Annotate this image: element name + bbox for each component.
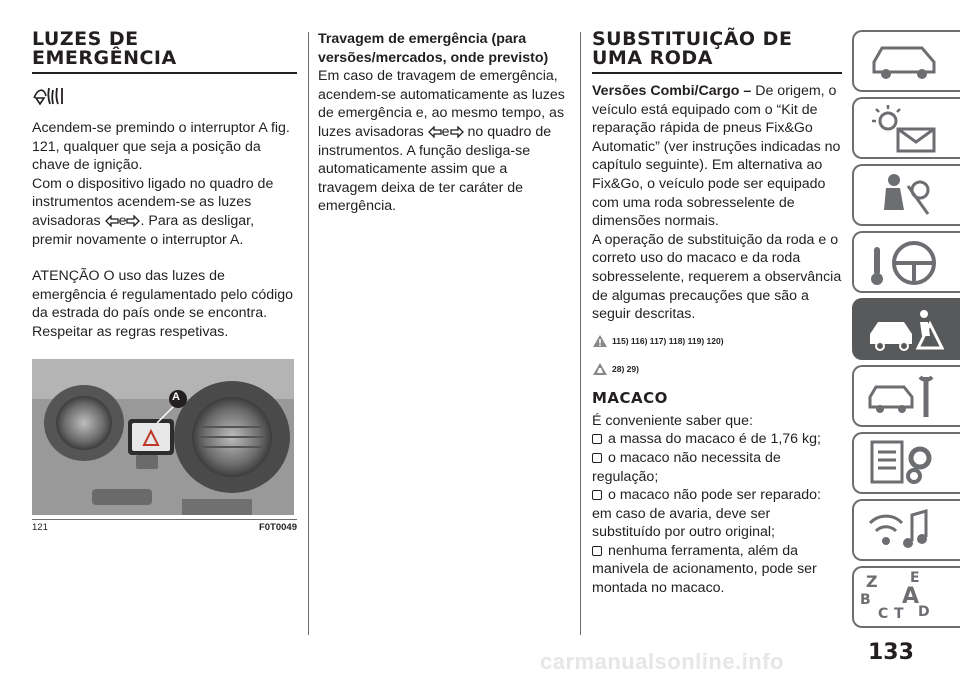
- index-letter: T: [894, 606, 904, 622]
- tab-index[interactable]: [852, 566, 960, 628]
- figure-number: 121: [32, 521, 48, 533]
- figure-code: F0T0049: [258, 521, 297, 533]
- caution-refs: 28) 29): [592, 362, 842, 376]
- caution-hand-icon: [592, 362, 608, 376]
- page-number: 133: [868, 640, 914, 665]
- emergency-icon: [864, 304, 944, 356]
- tab-maintenance[interactable]: [852, 365, 960, 427]
- list-item: o macaco não necessita de regulação;: [592, 449, 781, 485]
- bullet-icon: [592, 434, 602, 444]
- right-column: [592, 30, 842, 598]
- turn-right-arrow-icon: [126, 215, 140, 227]
- warning-refs: 115) 116) 117) 118) 119) 120): [592, 334, 842, 348]
- tab-warning-lights[interactable]: [852, 97, 960, 159]
- car-wrench-icon: [864, 371, 944, 423]
- turn-left-arrow-icon: [105, 215, 119, 227]
- heading-rule: [592, 72, 842, 74]
- paragraph-wheel-intro: Versões Combi/Cargo – De origem, o veículo está equipado com o “Kit de reparação rápida de pneus Fix&Go Automatic” (ver instruções indicadas no capítulo seguinte). Em alternativa ao Fix&Go, o veículo pode ser equipado com uma roda sobresselente de dimensões normais.: [592, 83, 841, 230]
- key-steering-wheel-icon: [864, 237, 944, 289]
- tab-car-overview[interactable]: [852, 30, 960, 92]
- chapter-tabs: [852, 30, 960, 633]
- tab-starting-driving[interactable]: [852, 231, 960, 293]
- paragraph-emergency-braking: Em caso de travagem de emergência, acendem-se automaticamente as luzes de emergência e, ao mesmo tempo, as luzes avisadoras e no quadro de instrumentos. A função desliga-se automaticamente assim que a travagem deixa de ter caráter de emergência.: [318, 68, 565, 215]
- figure-caption: [32, 519, 297, 533]
- list-item: o macaco não pode ser reparado: em caso de avaria, deve ser substituído por outro original;: [592, 487, 821, 541]
- paragraph-wheel-precautions: A operação de substituição da roda e o correto uso do macaco e da roda sobresselente, requerem a observância de algumas precauções que são a seguir descritas.: [592, 231, 842, 323]
- middle-column: [318, 30, 568, 216]
- index-letter: B: [860, 592, 871, 608]
- tab-technical-data[interactable]: [852, 432, 960, 494]
- checklist-gear-icon: [864, 438, 944, 490]
- paragraph-hazard-indicator: Com o dispositivo ligado no quadro de instrumentos acendem-se as luzes avisadoras e . Para as desligar, premir novamente o interruptor A.: [32, 175, 274, 248]
- warning-paragraph: ATENÇÃO O uso das luzes de emergência é regulamentado pelo código da estrada do país onde se encontra. Respeitar as regras respetivas.: [32, 268, 294, 340]
- lights-envelope-icon: [864, 103, 944, 155]
- list-item: nenhuma ferramenta, além da manivela de acionamento, pode ser montada no macaco.: [592, 542, 817, 597]
- hazard-switch-figure: [32, 359, 294, 515]
- seat-airbag-icon: [864, 170, 944, 222]
- section-title-wheel-change: SUBSTITUIÇÃO DE UMA RODA: [592, 28, 793, 69]
- paragraph-hazard-activation: Acendem-se premindo o interruptor A fig. 121, qualquer que seja a posição da chave de ignição.: [32, 120, 290, 174]
- jack-intro: É conveniente saber que:: [592, 412, 753, 429]
- bullet-icon: [592, 490, 602, 500]
- section-title-hazard-lights: LUZES DE EMERGÊNCIA: [32, 28, 177, 69]
- heading-rule: [32, 72, 297, 74]
- jack-bullet-list: [592, 430, 842, 597]
- signal-music-icon: [864, 505, 944, 557]
- index-letter: C: [878, 606, 889, 622]
- column-divider: [580, 32, 581, 635]
- emergency-braking-subhead: Travagem de emergência (para versões/mercados, onde previsto): [318, 31, 549, 66]
- column-divider: [308, 32, 309, 635]
- figure-callout-a: A: [172, 390, 180, 403]
- warning-triangle-icon: [592, 334, 608, 348]
- index-letter: D: [918, 604, 930, 620]
- hazard-symbol-icon: [32, 84, 297, 113]
- turn-right-arrow-icon: [450, 126, 464, 138]
- list-item: a massa do macaco é de 1,76 kg;: [592, 430, 842, 449]
- bullet-icon: [592, 546, 602, 556]
- watermark: carmanualsonline.info: [540, 649, 784, 674]
- index-letter: Z: [866, 572, 878, 591]
- section-title-jack: MACACO: [592, 388, 668, 407]
- tab-emergency[interactable]: [852, 298, 960, 360]
- tab-multimedia[interactable]: [852, 499, 960, 561]
- tab-safety[interactable]: [852, 164, 960, 226]
- index-letter: E: [910, 570, 920, 586]
- bullet-icon: [592, 453, 602, 463]
- index-letter: A: [902, 584, 920, 609]
- car-icon: [864, 36, 944, 88]
- left-column: [32, 30, 297, 533]
- turn-left-arrow-icon: [428, 126, 442, 138]
